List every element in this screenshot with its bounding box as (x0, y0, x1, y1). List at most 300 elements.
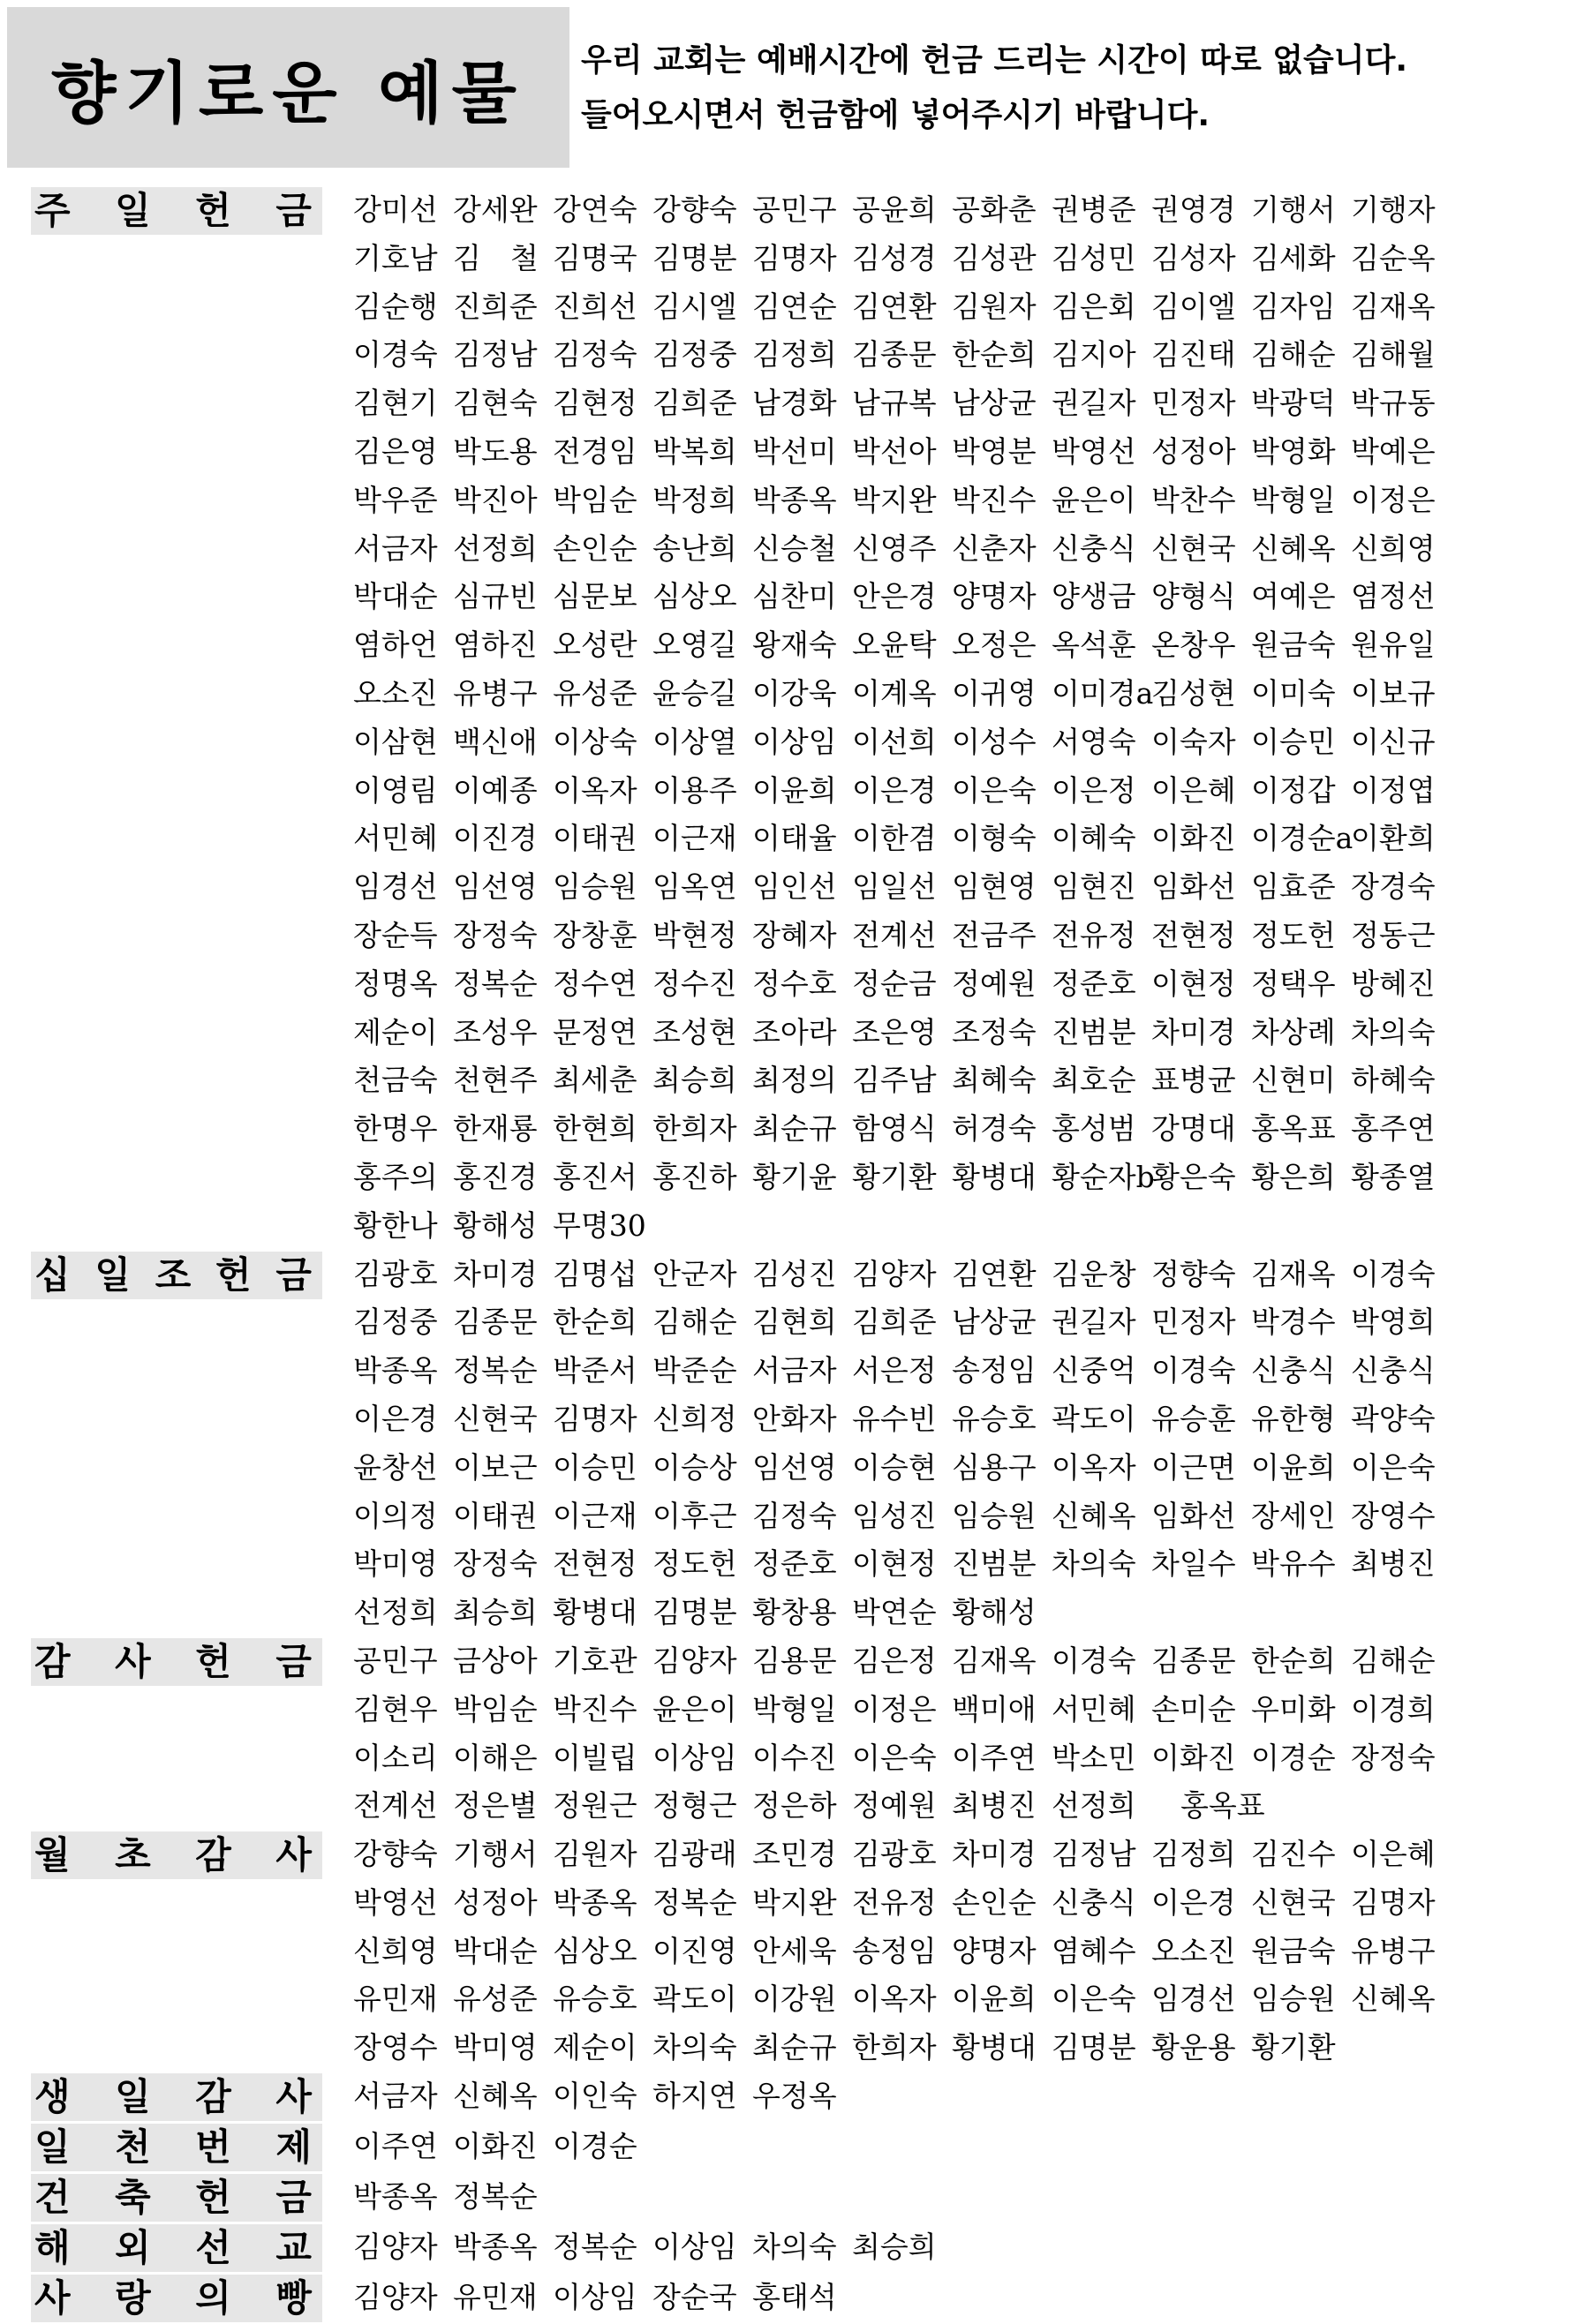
donor-name: 이현정 (1151, 966, 1236, 1001)
donor-name: 윤은이 (652, 1691, 737, 1726)
donor-name: 서영숙 (1052, 724, 1136, 759)
donor-name: 김정숙 (752, 1498, 837, 1533)
donor-name: 이근면 (1151, 1449, 1236, 1485)
donor-name: 박종옥 (353, 2179, 438, 2215)
title-box (7, 7, 569, 168)
donor-name: 옥석훈 (1052, 628, 1136, 663)
donor-name: 이예종 (453, 772, 538, 808)
donor-name: 박대순 (353, 579, 438, 614)
donor-name: 이경숙 (1052, 1643, 1136, 1678)
donor-name: 임승원 (952, 1498, 1037, 1533)
donor-name: 윤은이 (1052, 482, 1136, 517)
donor-name: 이후근 (652, 1498, 737, 1533)
donor-name: 전경임 (553, 433, 637, 469)
donor-name: 박종옥 (353, 1353, 438, 1388)
donor-name: 홍진하 (652, 1159, 737, 1194)
donor-name: 임일선 (852, 869, 937, 905)
donor-name: 이혜숙 (1052, 821, 1136, 856)
donor-name: 이옥자 (852, 1982, 937, 2017)
donor-name: 이경순 (553, 2129, 637, 2164)
donor-name: 이승민 (1251, 724, 1336, 759)
donor-name: 박복희 (652, 433, 737, 469)
donor-name: 황은숙 (1151, 1159, 1236, 1194)
donor-name: 박소민 (1052, 1740, 1136, 1775)
donor-name: 김명분 (652, 1595, 737, 1630)
donor-name: 이형숙 (952, 821, 1037, 856)
donor-name: 차의숙 (1351, 1014, 1436, 1049)
donor-name: 권영경 (1151, 192, 1236, 227)
donor-name: 장순국 (652, 2280, 737, 2315)
donor-name: 김광래 (652, 1837, 737, 1872)
donor-name: 임화선 (1151, 869, 1236, 905)
donor-name: 정준호 (1052, 966, 1136, 1001)
donor-name: 이경숙 (1351, 1256, 1436, 1291)
donor-name: 임성진 (852, 1498, 937, 1533)
donor-name: 이윤희 (1251, 1449, 1336, 1485)
donor-name: 양형식 (1151, 579, 1236, 614)
donor-name: 임승원 (553, 869, 637, 905)
donor-name: 이상임 (652, 1740, 737, 1775)
donor-name: 박도용 (453, 433, 538, 469)
donor-name: 권병준 (1052, 192, 1136, 227)
donor-name: 이선희 (852, 724, 937, 759)
donor-name: 박정희 (652, 482, 737, 517)
donor-name: 허경숙 (952, 1111, 1037, 1147)
donor-name: 최승희 (852, 2230, 937, 2265)
donor-name: 전계선 (852, 917, 937, 952)
donor-name: 원금숙 (1251, 628, 1336, 663)
donor-name: 황해성 (453, 1207, 538, 1243)
donor-name: 이은정 (1052, 772, 1136, 808)
donor-name: 임경선 (353, 869, 438, 905)
donor-name: 홍진서 (553, 1159, 637, 1194)
donor-name: 황기환 (852, 1159, 937, 1194)
donor-name: 김명국 (553, 240, 637, 275)
donor-name: 한희자 (852, 2030, 937, 2065)
donor-name: 김시엘 (652, 289, 737, 324)
donor-name: 김정남 (1052, 1837, 1136, 1872)
donor-name: 이보규 (1351, 675, 1436, 711)
donor-name: 신희영 (353, 1933, 438, 1968)
donor-name: 홍성범 (1052, 1111, 1136, 1147)
donor-name: 박미영 (453, 2030, 538, 2065)
donor-name: 차상례 (1251, 1014, 1336, 1049)
donor-name: 차미경 (952, 1837, 1037, 1872)
offering-section (31, 2223, 1550, 2274)
donor-name: 정순금 (852, 966, 937, 1001)
donor-name: 김용문 (752, 1643, 837, 1678)
donor-name: 김명자 (553, 1401, 637, 1436)
donor-name: 백신애 (453, 724, 538, 759)
donor-name: 이은혜 (1351, 1837, 1436, 1872)
donor-name: 하지연 (652, 2079, 737, 2114)
name-list (353, 186, 1550, 1251)
donor-name: 이상임 (652, 2230, 737, 2265)
donor-name: 왕재숙 (752, 628, 837, 663)
donor-name: 이소리 (353, 1740, 438, 1775)
donor-name: 최호순 (1052, 1063, 1136, 1098)
donor-name: 이주연 (952, 1740, 1037, 1775)
section-label: 생 일 감 사 (31, 2073, 322, 2121)
donor-name: 김순옥 (1351, 240, 1436, 275)
donor-name: 김정숙 (553, 337, 637, 372)
donor-name: 김자임 (1251, 289, 1336, 324)
notice-line-2: 들어오시면서 헌금함에 넣어주시기 바랍니다. (581, 97, 1210, 133)
donor-name: 정복순 (453, 1353, 538, 1388)
donor-name: 방혜진 (1351, 966, 1436, 1001)
donor-name: 공화춘 (952, 192, 1037, 227)
donor-name: 송정임 (852, 1933, 937, 1968)
donor-name: 심용구 (952, 1449, 1037, 1485)
donor-name: 김해순 (1251, 337, 1336, 372)
donor-name: 박지완 (752, 1884, 837, 1920)
donor-name: 박종옥 (453, 2230, 538, 2265)
name-list (353, 2274, 1550, 2322)
donor-name: 민정자 (1151, 1305, 1236, 1340)
donor-name: 홍주연 (1351, 1111, 1436, 1147)
donor-name: 이환희 (1351, 821, 1436, 856)
donor-name: 염하진 (453, 628, 538, 663)
donor-name: 이신규 (1351, 724, 1436, 759)
offering-section (31, 2072, 1550, 2123)
donor-name: 이진영 (652, 1933, 737, 1968)
donor-name: 유성준 (453, 1982, 538, 2017)
donor-name: 문정연 (553, 1014, 637, 1049)
donor-name: 기행자 (1351, 192, 1436, 227)
donor-name: 이의정 (353, 1498, 438, 1533)
donor-name: 이태권 (453, 1498, 538, 1533)
donor-name: 박영선 (353, 1884, 438, 1920)
donor-name: 이상임 (752, 724, 837, 759)
name-list (353, 2223, 1550, 2272)
donor-name: 정도헌 (652, 1546, 737, 1582)
donor-name: 신혜옥 (1351, 1982, 1436, 2017)
donor-name: 박영선 (1052, 433, 1136, 469)
donor-name: 이강욱 (752, 675, 837, 711)
donor-name: 진희선 (553, 289, 637, 324)
donor-name: 정준호 (752, 1546, 837, 1582)
donor-name: 장정숙 (453, 1546, 538, 1582)
donor-name: 유승훈 (1151, 1401, 1236, 1436)
donor-name: 정동근 (1351, 917, 1436, 952)
donor-name: 한순희 (952, 337, 1037, 372)
donor-name: 장창훈 (553, 917, 637, 952)
donor-name: 오소진 (353, 675, 438, 711)
donor-name: 박유수 (1251, 1546, 1336, 1582)
donor-name: 기호관 (553, 1643, 637, 1678)
donor-name: 김순행 (353, 289, 438, 324)
donor-name: 김연환 (952, 1256, 1037, 1291)
donor-name: 서민혜 (1052, 1691, 1136, 1726)
donor-name: 김재옥 (952, 1643, 1037, 1678)
donor-name: 한현희 (553, 1111, 637, 1147)
donor-name: 임승원 (1251, 1982, 1336, 2017)
donor-name: 김종문 (1151, 1643, 1236, 1678)
donor-name: 안화자 (752, 1401, 837, 1436)
donor-name: 장정숙 (453, 917, 538, 952)
donor-name: 서은정 (852, 1353, 937, 1388)
notice (581, 34, 1407, 143)
donor-name: 정은별 (453, 1788, 538, 1824)
donor-name: 염정선 (1351, 579, 1436, 614)
donor-name: 황병대 (553, 1595, 637, 1630)
offering-section (31, 1637, 1550, 1831)
donor-name: 임선영 (752, 1449, 837, 1485)
donor-name: 김양자 (652, 1643, 737, 1678)
donor-name: 정복순 (652, 1884, 737, 1920)
donor-name: 이상숙 (553, 724, 637, 759)
donor-name: 김주남 (852, 1063, 937, 1098)
donor-name: 우미화 (1251, 1691, 1336, 1726)
donor-name: 김명섭 (553, 1256, 637, 1291)
donor-name: 심문보 (553, 579, 637, 614)
donor-name: 기행서 (453, 1837, 538, 1872)
donor-name: 손미순 (1151, 1691, 1236, 1726)
donor-name: 신충식 (1351, 1353, 1436, 1388)
donor-name: 이정은 (852, 1691, 937, 1726)
section-label: 감 사 헌 금 (31, 1638, 322, 1686)
donor-name: 이미숙 (1251, 675, 1336, 711)
donor-name: 정복순 (453, 966, 538, 1001)
donor-name: 이빌립 (553, 1740, 637, 1775)
section-label: 월 초 감 사 (31, 1831, 322, 1879)
donor-name: 신승철 (752, 530, 837, 566)
donor-name: 이화진 (1151, 1740, 1236, 1775)
donor-name: 송난희 (652, 530, 737, 566)
donor-name: 곽도이 (1052, 1401, 1136, 1436)
donor-name: 남상균 (952, 1305, 1037, 1340)
donor-name: 신혜옥 (453, 2079, 538, 2114)
donor-name: 이영림 (353, 772, 438, 808)
donor-name: 김정남 (453, 337, 538, 372)
donor-name: 온창우 (1151, 628, 1236, 663)
donor-name: 김성관 (952, 240, 1037, 275)
donor-name: 황순자b (1052, 1159, 1155, 1194)
donor-name: 이경순a (1251, 821, 1354, 856)
donor-name: 이계옥 (852, 675, 937, 711)
donor-name: 박종옥 (553, 1884, 637, 1920)
donor-name: 정도헌 (1251, 917, 1336, 952)
donor-name: 장세인 (1251, 1498, 1336, 1533)
donor-name: 황병대 (952, 2030, 1037, 2065)
donor-name: 김종문 (453, 1305, 538, 1340)
donor-name: 차미경 (1151, 1014, 1236, 1049)
donor-name: 김진태 (1151, 337, 1236, 372)
donor-name: 이정갑 (1251, 772, 1336, 808)
donor-name: 조아라 (752, 1014, 837, 1049)
donor-name: 박현정 (652, 917, 737, 952)
donor-name: 김현기 (353, 386, 438, 421)
donor-name: 제순이 (553, 2030, 637, 2065)
donor-name: 박진수 (553, 1691, 637, 1726)
section-label: 건 축 헌 금 (31, 2174, 322, 2222)
offering-section (31, 1831, 1550, 2072)
donor-name: 천금숙 (353, 1063, 438, 1098)
donor-name: 남규복 (852, 386, 937, 421)
donor-name: 김희준 (852, 1305, 937, 1340)
donor-name: 이태권 (553, 821, 637, 856)
donor-name: 이승현 (852, 1449, 937, 1485)
donor-name: 이귀영 (952, 675, 1037, 711)
donor-name: 송정임 (952, 1353, 1037, 1388)
donor-name: 신현미 (1251, 1063, 1336, 1098)
donor-name: 안세욱 (752, 1933, 837, 1968)
donor-name: 전현정 (1151, 917, 1236, 952)
donor-name: 전금주 (952, 917, 1037, 952)
donor-name: 이근재 (553, 1498, 637, 1533)
donor-name: 이해은 (453, 1740, 538, 1775)
donor-name: 서금자 (752, 1353, 837, 1388)
donor-name: 박임순 (553, 482, 637, 517)
donor-name: 이은경 (1151, 1884, 1236, 1920)
donor-name: 안은경 (852, 579, 937, 614)
donor-name: 무명30 (553, 1207, 646, 1243)
donor-name: 제순이 (353, 1014, 438, 1049)
donor-name: 오윤탁 (852, 628, 937, 663)
donor-name: 오소진 (1151, 1933, 1236, 1968)
donor-name: 정예원 (852, 1788, 937, 1824)
donor-name: 이윤희 (752, 772, 837, 808)
donor-name: 권길자 (1052, 1305, 1136, 1340)
donor-name: 박형일 (1251, 482, 1336, 517)
donor-name: 박예은 (1351, 433, 1436, 469)
donor-name: 함영식 (852, 1111, 937, 1147)
donor-name: 임경선 (1151, 1982, 1236, 2017)
donor-name: 김성경 (852, 240, 937, 275)
donor-name: 양명자 (952, 1933, 1037, 1968)
donor-name: 진희준 (453, 289, 538, 324)
donor-name: 진범분 (952, 1546, 1037, 1582)
donor-name: 황운용 (1151, 2030, 1236, 2065)
donor-name: 김성진 (752, 1256, 837, 1291)
donor-name: 신희영 (1351, 530, 1436, 566)
donor-name: 박영화 (1251, 433, 1336, 469)
donor-name: 김현정 (553, 386, 637, 421)
donor-name: 장경숙 (1351, 869, 1436, 905)
donor-name: 여예은 (1251, 579, 1336, 614)
donor-name: 최정의 (752, 1063, 837, 1098)
donor-name: 박형일 (752, 1691, 837, 1726)
donor-name: 신현국 (1251, 1884, 1336, 1920)
donor-name: 김양자 (353, 2280, 438, 2315)
donor-name: 김운창 (1052, 1256, 1136, 1291)
donor-name: 기행서 (1251, 192, 1336, 227)
donor-name: 서금자 (353, 530, 438, 566)
donor-name: 홍진경 (453, 1159, 538, 1194)
donor-name: 한순희 (1251, 1643, 1336, 1678)
notice-line-1: 우리 교회는 예배시간에 헌금 드리는 시간이 따로 없습니다. (581, 42, 1408, 79)
donor-name: 황병대 (952, 1159, 1037, 1194)
donor-name: 황해성 (952, 1595, 1037, 1630)
donor-name: 김정희 (752, 337, 837, 372)
donor-name: 진범분 (1052, 1014, 1136, 1049)
donor-name: 조정숙 (952, 1014, 1037, 1049)
donor-name: 이삼현 (353, 724, 438, 759)
donor-name: 신혜옥 (1052, 1498, 1136, 1533)
donor-name: 정수진 (652, 966, 737, 1001)
donor-name: 전유정 (852, 1884, 937, 1920)
donor-name: 이상임 (553, 2280, 637, 2315)
donor-name: 손인순 (952, 1884, 1037, 1920)
donor-name: 양명자 (952, 579, 1037, 614)
donor-name: 민정자 (1151, 386, 1236, 421)
donor-name: 박경수 (1251, 1305, 1336, 1340)
donor-name: 최혜숙 (952, 1063, 1037, 1098)
section-label: 십 일 조 헌 금 (31, 1252, 322, 1299)
donor-name: 선정희 (453, 530, 538, 566)
donor-name: 이옥자 (553, 772, 637, 808)
donor-name: 정명옥 (353, 966, 438, 1001)
donor-name: 하혜숙 (1351, 1063, 1436, 1098)
donor-name: 이은숙 (1052, 1982, 1136, 2017)
donor-name: 이화진 (1151, 821, 1236, 856)
donor-name: 김현숙 (453, 386, 538, 421)
donor-name: 김명분 (652, 240, 737, 275)
donor-name: 박우준 (353, 482, 438, 517)
donor-name: 김광호 (353, 1256, 438, 1291)
donor-name: 신현국 (1151, 530, 1236, 566)
donor-name: 김정중 (652, 337, 737, 372)
donor-name: 신희정 (652, 1401, 737, 1436)
donor-name: 김종문 (852, 337, 937, 372)
donor-name: 김은영 (353, 433, 438, 469)
name-list (353, 1831, 1550, 2072)
donor-name: 정복순 (553, 2230, 637, 2265)
donor-name: 장영수 (353, 2030, 438, 2065)
donor-name: 김명분 (1052, 2030, 1136, 2065)
donor-name: 김이엘 (1151, 289, 1236, 324)
donor-name: 이은숙 (852, 1740, 937, 1775)
donor-name: 이숙자 (1151, 724, 1236, 759)
donor-name: 정복순 (453, 2179, 538, 2215)
donor-name: 유수빈 (852, 1401, 937, 1436)
donor-name: 이성수 (952, 724, 1037, 759)
donor-name: 이은숙 (952, 772, 1037, 808)
donor-name: 장순득 (353, 917, 438, 952)
donor-name: 임옥연 (652, 869, 737, 905)
section-label: 주 일 헌 금 (31, 187, 322, 235)
donor-name: 성정아 (1151, 433, 1236, 469)
donor-name: 한희자 (652, 1111, 737, 1147)
donor-name: 김 철 (453, 240, 539, 275)
donor-name: 이경희 (1351, 1691, 1436, 1726)
donor-name: 이승상 (652, 1449, 737, 1485)
donor-name: 심상오 (553, 1933, 637, 1968)
donor-name: 차의숙 (1052, 1546, 1136, 1582)
donor-name: 공민구 (353, 1643, 438, 1678)
donor-name: 최승희 (652, 1063, 737, 1098)
donor-name: 박미영 (353, 1546, 438, 1582)
donor-name: 박선아 (852, 433, 937, 469)
donor-name: 임현영 (952, 869, 1037, 905)
donor-name: 김양자 (353, 2230, 438, 2265)
donor-name: 윤창선 (353, 1449, 438, 1485)
donor-name: 김현우 (353, 1691, 438, 1726)
donor-name: 선정희 (353, 1595, 438, 1630)
donor-name: 강명대 (1151, 1111, 1236, 1147)
donor-name: 김연순 (752, 289, 837, 324)
donor-name: 임화선 (1151, 1498, 1236, 1533)
donor-name: 이현정 (852, 1546, 937, 1582)
donor-name: 오성란 (553, 628, 637, 663)
donor-name: 장혜자 (752, 917, 837, 952)
donor-name: 김해순 (652, 1305, 737, 1340)
donor-name: 남경화 (752, 386, 837, 421)
donor-name: 정수호 (752, 966, 837, 1001)
offering-sections (31, 186, 1550, 2324)
donor-name: 김광호 (852, 1837, 937, 1872)
donor-name: 박선미 (752, 433, 837, 469)
